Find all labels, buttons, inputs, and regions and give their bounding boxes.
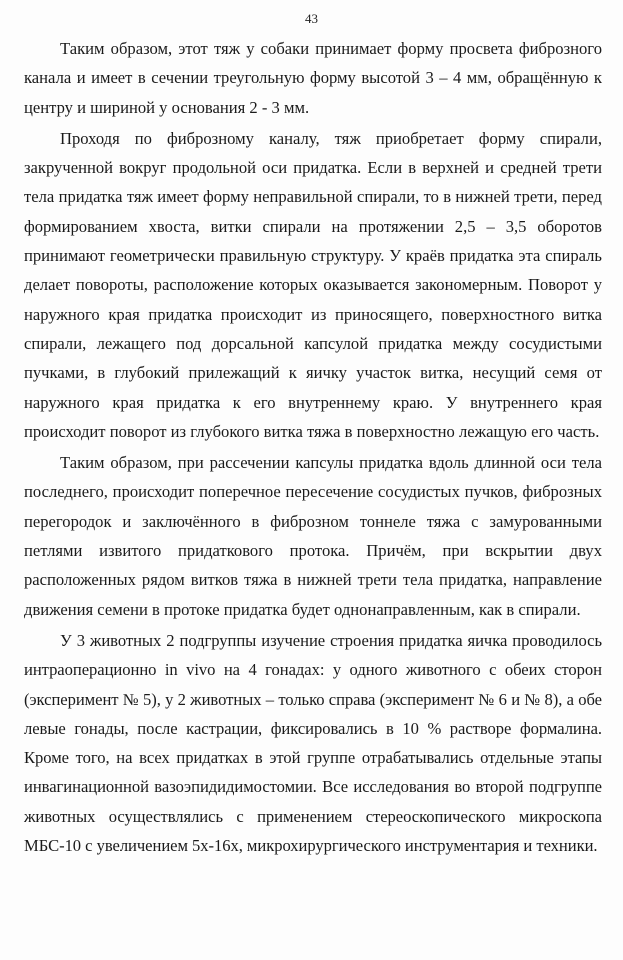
paragraph-4: У 3 животных 2 подгруппы изучение строения придатка яичка проводилось интраоперационно in vivo на 4 гонадах: у одного животного с обеих сторон (эксперимент № 5), у 2 животных – только справа (эксперимент № 6 и № 8), а обе левые гонады, после кастрации, фиксировались в 10 % растворе формалина. Кроме того, на всех придатках в этой группе отрабатывались отдельные этапы инвагинационной вазоэпидидимостомии. Все исследования во второй подгруппе животных осуществлялись с применением стереоскопического микроскопа МБС-10 с увеличением 5х-16х, микрохирургического инструментария и техники.	[24, 630, 602, 856]
body-text	[24, 34, 602, 862]
paragraph-3: Таким образом, при рассечении капсулы придатка вдоль длинной оси тела последнего, происходит поперечное пересечение сосудистых пучков, фиброзных перегородок и заключённого в фиброзном тоннеле тяжа с замурованными петлями извитого придаткового протока. Причём, при вскрытии двух расположенных рядом витков тяжа в нижней трети тела придатка, направление движения семени в протоке придатка будет однонаправленным, как в спирали.	[24, 453, 602, 619]
page-number: 43	[305, 11, 318, 26]
paragraph-2: Проходя по фиброзному каналу, тяж приобретает форму спирали, закрученной вокруг продольной оси придатка. Если в верхней и средней трети тела придатка тяж имеет форму неправильной спирали, то в нижней трети, перед формированием хвоста, витки спирали на протяжении 2,5 – 3,5 оборотов принимают геометрически правильную структуру. У краёв придатка эта спираль делает повороты, расположение которых оказывается закономерным. Поворот у наружного края придатка происходит из приносящего, поверхностного витка спирали, лежащего под дорсальной капсулой придатка между сосудистыми пучками, в глубокий прилежащий к яичку участок витка, несущий семя от наружного края придатка к его внутреннему краю. У внутреннего края происходит поворот из глубокого витка тяжа в поверхностно лежащую его часть.	[24, 128, 602, 441]
paragraph-1: Таким образом, этот тяж у собаки принимает форму просвета фиброзного канала и имеет в сечении треугольную форму высотой 3 – 4 мм, обращённую к центру и шириной у основания 2 - 3 мм.	[24, 39, 602, 117]
